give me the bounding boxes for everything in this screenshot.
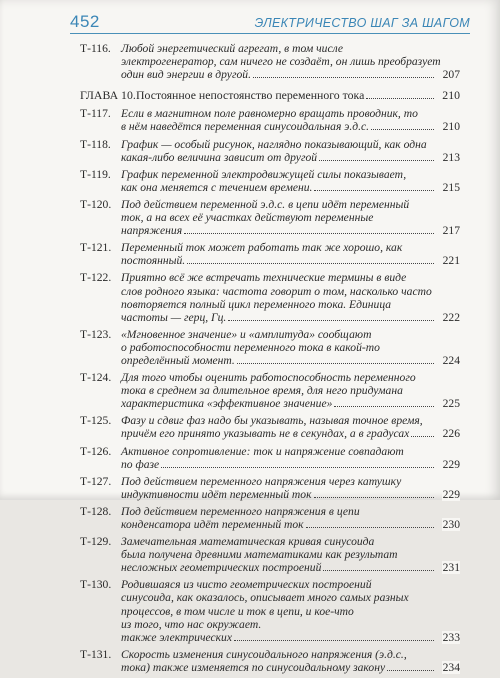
- toc-entry-text: [121, 42, 460, 81]
- toc-entry-text: [121, 578, 460, 643]
- toc-page-reference: 215: [442, 180, 460, 194]
- toc-entry-line-text: График переменной электродвижущей силы показывает,: [121, 167, 407, 181]
- toc-entry-line-text: конденсатора идёт переменный ток: [121, 518, 304, 531]
- toc-entry-line-text: индуктивности идёт переменный ток: [121, 487, 312, 501]
- toc-entry-line-text: причём его принято указывать не в секундах, а в градусах: [121, 427, 410, 441]
- toc-entry-line: [121, 181, 460, 194]
- toc-page-reference: 231: [442, 561, 460, 575]
- toc-entry-line: [121, 414, 460, 427]
- dot-leader: [228, 320, 434, 321]
- toc-entry-line: [121, 631, 460, 644]
- toc-entry-line-text: Активное сопротивление: ток и напряжение совпадают: [121, 444, 404, 458]
- toc-entry-line: [121, 578, 460, 591]
- toc-entry: [80, 42, 460, 81]
- toc-entry: [80, 414, 460, 440]
- dot-leader: [314, 190, 434, 191]
- toc-entry-code: Т-128.: [80, 504, 112, 518]
- toc-entry-line-text: электрогенератор, сам ничего не создаёт, он лишь преобразует: [121, 55, 441, 69]
- toc-entry-text: [121, 445, 460, 471]
- toc-entry-line: [121, 285, 460, 298]
- toc-entry-line-text: Родившаяся из чисто геометрических построений: [121, 578, 372, 592]
- toc-entry: [80, 198, 460, 237]
- toc-entry: [80, 271, 460, 323]
- toc-entry-line: [121, 535, 460, 548]
- toc-entry: [80, 475, 460, 501]
- toc-entry-line: [121, 311, 460, 324]
- toc-entry-code: Т-124.: [80, 371, 112, 385]
- dot-leader: [387, 670, 434, 671]
- toc-entry-line: [121, 371, 460, 384]
- toc-entry-line: [121, 107, 460, 120]
- toc-page-reference: 229: [442, 457, 460, 471]
- toc-entry-line: [121, 591, 460, 604]
- toc-entry-line: [121, 505, 460, 518]
- dot-leader: [187, 263, 434, 264]
- toc-entry-line: [121, 445, 460, 458]
- toc-entry-line-text: определённый момент.: [121, 353, 235, 367]
- dot-leader: [253, 77, 434, 78]
- dot-leader: [306, 527, 434, 528]
- toc-entry-line-text: «Мгновенное значение» и «амплитуда» сообщают: [121, 327, 372, 341]
- toc-entry-code: Т-123.: [80, 327, 112, 341]
- toc-page-reference: 213: [442, 150, 460, 164]
- toc-page-reference: 221: [442, 254, 460, 268]
- toc-entry-code: ГЛАВА 10.: [80, 88, 136, 103]
- toc-entry-line-text: напряжения: [121, 224, 183, 238]
- toc-entry-text: [121, 414, 460, 440]
- toc-entry-line: [121, 475, 460, 488]
- toc-entry-line-text: о работоспособности переменного тока в какой-то: [121, 340, 380, 354]
- toc-entry-line: [136, 89, 460, 102]
- toc-page-reference: 207: [442, 68, 460, 82]
- toc-entry-line-text: из того, что нас окружает.: [121, 617, 262, 631]
- toc-entry: [80, 535, 460, 574]
- toc-entry-line-text: Под действием переменного напряжения в цепи: [121, 504, 360, 518]
- toc-entry-text: [121, 505, 460, 531]
- page-header: [70, 11, 470, 34]
- toc-entry-code: Т-129.: [80, 535, 112, 549]
- toc-entry-line-text: Под действием переменного напряжения через катушку: [121, 474, 402, 488]
- toc-entry-code: Т-119.: [80, 167, 111, 181]
- dot-leader: [161, 467, 434, 468]
- toc-entry-code: Т-126.: [80, 444, 112, 458]
- toc-entry-line-text: один вид энергии в другой.: [121, 68, 251, 82]
- toc-entry-line-text: График — особый рисунок, наглядно показывающий, как одна: [121, 137, 427, 151]
- toc-entry-line-text: Фазу и сдвиг фаз надо бы указывать, называя точное время,: [121, 414, 423, 428]
- toc-entry-line: [121, 427, 460, 440]
- page-number: 452: [70, 12, 100, 31]
- toc-entry-line-text: слов родного языка: частота говорит о том, насколько часто: [121, 284, 432, 298]
- toc-entry-line: [121, 397, 460, 410]
- toc-entry-line-text: ток, а на всех её участках действуют переменные: [121, 211, 374, 225]
- toc-entry-line-text: была получена древними математиками как результат: [121, 548, 398, 562]
- toc-entry-code: Т-127.: [80, 474, 112, 488]
- dot-leader: [234, 640, 434, 641]
- toc-entry-code: Т-116.: [80, 42, 111, 55]
- toc-entry-line-text: Скорость изменения синусоидального напряжения (э.д.с.,: [121, 647, 407, 661]
- dot-leader: [184, 233, 434, 234]
- toc-entry: [80, 241, 460, 267]
- table-of-contents: [80, 42, 460, 678]
- toc-entry-line: [121, 68, 460, 81]
- toc-entry-line-text: характеристика «эффективное значение»: [121, 397, 333, 411]
- toc-entry-line: [121, 328, 460, 341]
- toc-entry-line-text: тока в среднем за длительное время, для него придумана: [121, 384, 403, 398]
- toc-page-reference: 225: [442, 397, 460, 411]
- toc-entry-line-text: синусоида, как оказалось, описывает много самых разных: [121, 591, 409, 605]
- toc-entry-line-text: процессов, в том числе и ток в цепи, и кое-что: [121, 604, 354, 618]
- toc-page-reference: 233: [442, 630, 460, 644]
- toc-page-reference: 210: [442, 120, 460, 134]
- toc-entry-text: [121, 271, 460, 323]
- dot-leader: [371, 129, 434, 130]
- dot-leader: [314, 497, 434, 498]
- toc-entry-line: [121, 168, 460, 181]
- toc-entry-line: [121, 55, 460, 68]
- toc-entry-line: [121, 518, 460, 531]
- toc-entry-line-text: как она меняется с течением времени.: [121, 180, 313, 194]
- toc-entry-text: [136, 89, 460, 102]
- toc-entry-line: [121, 488, 460, 501]
- toc-entry-line: [121, 211, 460, 224]
- dot-leader: [319, 160, 434, 161]
- toc-entry-code: Т-117.: [80, 107, 111, 121]
- toc-entry-line: [121, 42, 460, 55]
- toc-entry-line: [121, 241, 460, 254]
- dot-leader: [323, 570, 434, 571]
- toc-entry-text: [121, 168, 460, 194]
- toc-entry-line: [121, 198, 460, 211]
- toc-chapter-entry: [80, 89, 460, 102]
- dot-leader: [366, 98, 434, 99]
- toc-entry-code: Т-121.: [80, 241, 112, 255]
- toc-page-reference: 226: [442, 427, 460, 441]
- toc-entry-code: Т-120.: [80, 197, 112, 211]
- toc-entry: [80, 371, 460, 410]
- toc-entry-code: Т-131.: [80, 647, 112, 661]
- toc-entry-line-text: тока) также изменяется по синусоидальному закону: [121, 660, 386, 674]
- toc-entry-text: [121, 198, 460, 237]
- toc-entry-text: [121, 475, 460, 501]
- toc-entry-code: Т-125.: [80, 414, 112, 428]
- toc-entry-line-text: какая-либо величина зависит от другой: [121, 150, 318, 164]
- dot-leader: [334, 406, 434, 407]
- toc-entry-line-text: Если в магнитном поле равномерно вращать проводник, то: [121, 107, 418, 121]
- toc-entry-line: [121, 458, 460, 471]
- toc-page-reference: 210: [442, 88, 460, 103]
- toc-entry-line: [121, 151, 460, 164]
- toc-entry: [80, 445, 460, 471]
- toc-entry-code: Т-122.: [80, 271, 112, 285]
- toc-entry-line: [121, 254, 460, 267]
- toc-entry-line-text: в нём наведётся переменная синусоидальная э.д.с.: [121, 120, 370, 134]
- dot-leader: [237, 363, 434, 364]
- toc-entry-line: [121, 548, 460, 561]
- toc-entry-line: [121, 120, 460, 133]
- toc-entry-line: [121, 341, 460, 354]
- toc-entry-text: [121, 241, 460, 267]
- toc-entry-line-text: несложных геометрических построений: [121, 561, 322, 575]
- toc-entry: [80, 107, 460, 133]
- toc-entry-line-text: постоянный.: [121, 254, 186, 268]
- toc-entry: [80, 168, 460, 194]
- toc-entry-line: [121, 561, 460, 574]
- toc-page-reference: 230: [442, 518, 460, 531]
- toc-entry-line-text: Приятно всё же встречать технические термины в виде: [121, 271, 407, 285]
- toc-entry-line: [121, 271, 460, 284]
- toc-entry: [80, 578, 460, 643]
- toc-entry-text: [121, 107, 460, 133]
- toc-entry: [80, 505, 460, 531]
- toc-page-reference: 222: [442, 310, 460, 324]
- toc-page-reference: 234: [442, 660, 460, 674]
- toc-entry-line: [121, 224, 460, 237]
- toc-entry-line-text: частоты — герц, Гц.: [121, 310, 227, 324]
- toc-entry: [80, 138, 460, 164]
- toc-page-reference: 229: [442, 487, 460, 501]
- toc-entry-text: [121, 371, 460, 410]
- toc-entry-line: [121, 384, 460, 397]
- toc-entry-text: [121, 648, 460, 674]
- toc-entry-line: [121, 354, 460, 367]
- toc-entry-line-text: по фазе: [121, 457, 160, 471]
- toc-entry-line: [121, 298, 460, 311]
- toc-entry-line-text: Постоянное непостоянство переменного тока: [136, 88, 365, 103]
- toc-entry-line-text: Для того чтобы оценить работоспособность переменного: [121, 371, 416, 385]
- toc-page-reference: 217: [442, 224, 460, 238]
- toc-entry-text: [121, 535, 460, 574]
- toc-entry-line-text: Любой энергетический агрегат, в том числе: [121, 42, 344, 55]
- toc-entry-line: [121, 138, 460, 151]
- toc-entry-line-text: Под действием переменной э.д.с. в цепи идёт переменный: [121, 197, 410, 211]
- toc-entry-code: Т-118.: [80, 137, 111, 151]
- toc-entry-line: [121, 618, 460, 631]
- toc-entry-line-text: Замечательная математическая кривая синусоида: [121, 535, 375, 549]
- toc-entry-text: [121, 328, 460, 367]
- toc-entry: [80, 648, 460, 674]
- toc-entry-code: Т-130.: [80, 578, 112, 592]
- toc-page-reference: 224: [442, 353, 460, 367]
- running-title: ЭЛЕКТРИЧЕСТВО ШАГ ЗА ШАГОМ: [254, 16, 470, 30]
- toc-entry-line-text: повторяется полный цикл переменного тока. Единица: [121, 297, 392, 311]
- toc-entry-line: [121, 648, 460, 661]
- toc-entry-line-text: также электрических: [121, 630, 232, 644]
- toc-entry-text: [121, 138, 460, 164]
- toc-entry-line-text: Переменный ток может работать так же хорошо, как: [121, 241, 403, 255]
- dot-leader: [411, 436, 434, 437]
- toc-entry-line: [121, 661, 460, 674]
- toc-entry-line: [121, 605, 460, 618]
- toc-entry: [80, 328, 460, 367]
